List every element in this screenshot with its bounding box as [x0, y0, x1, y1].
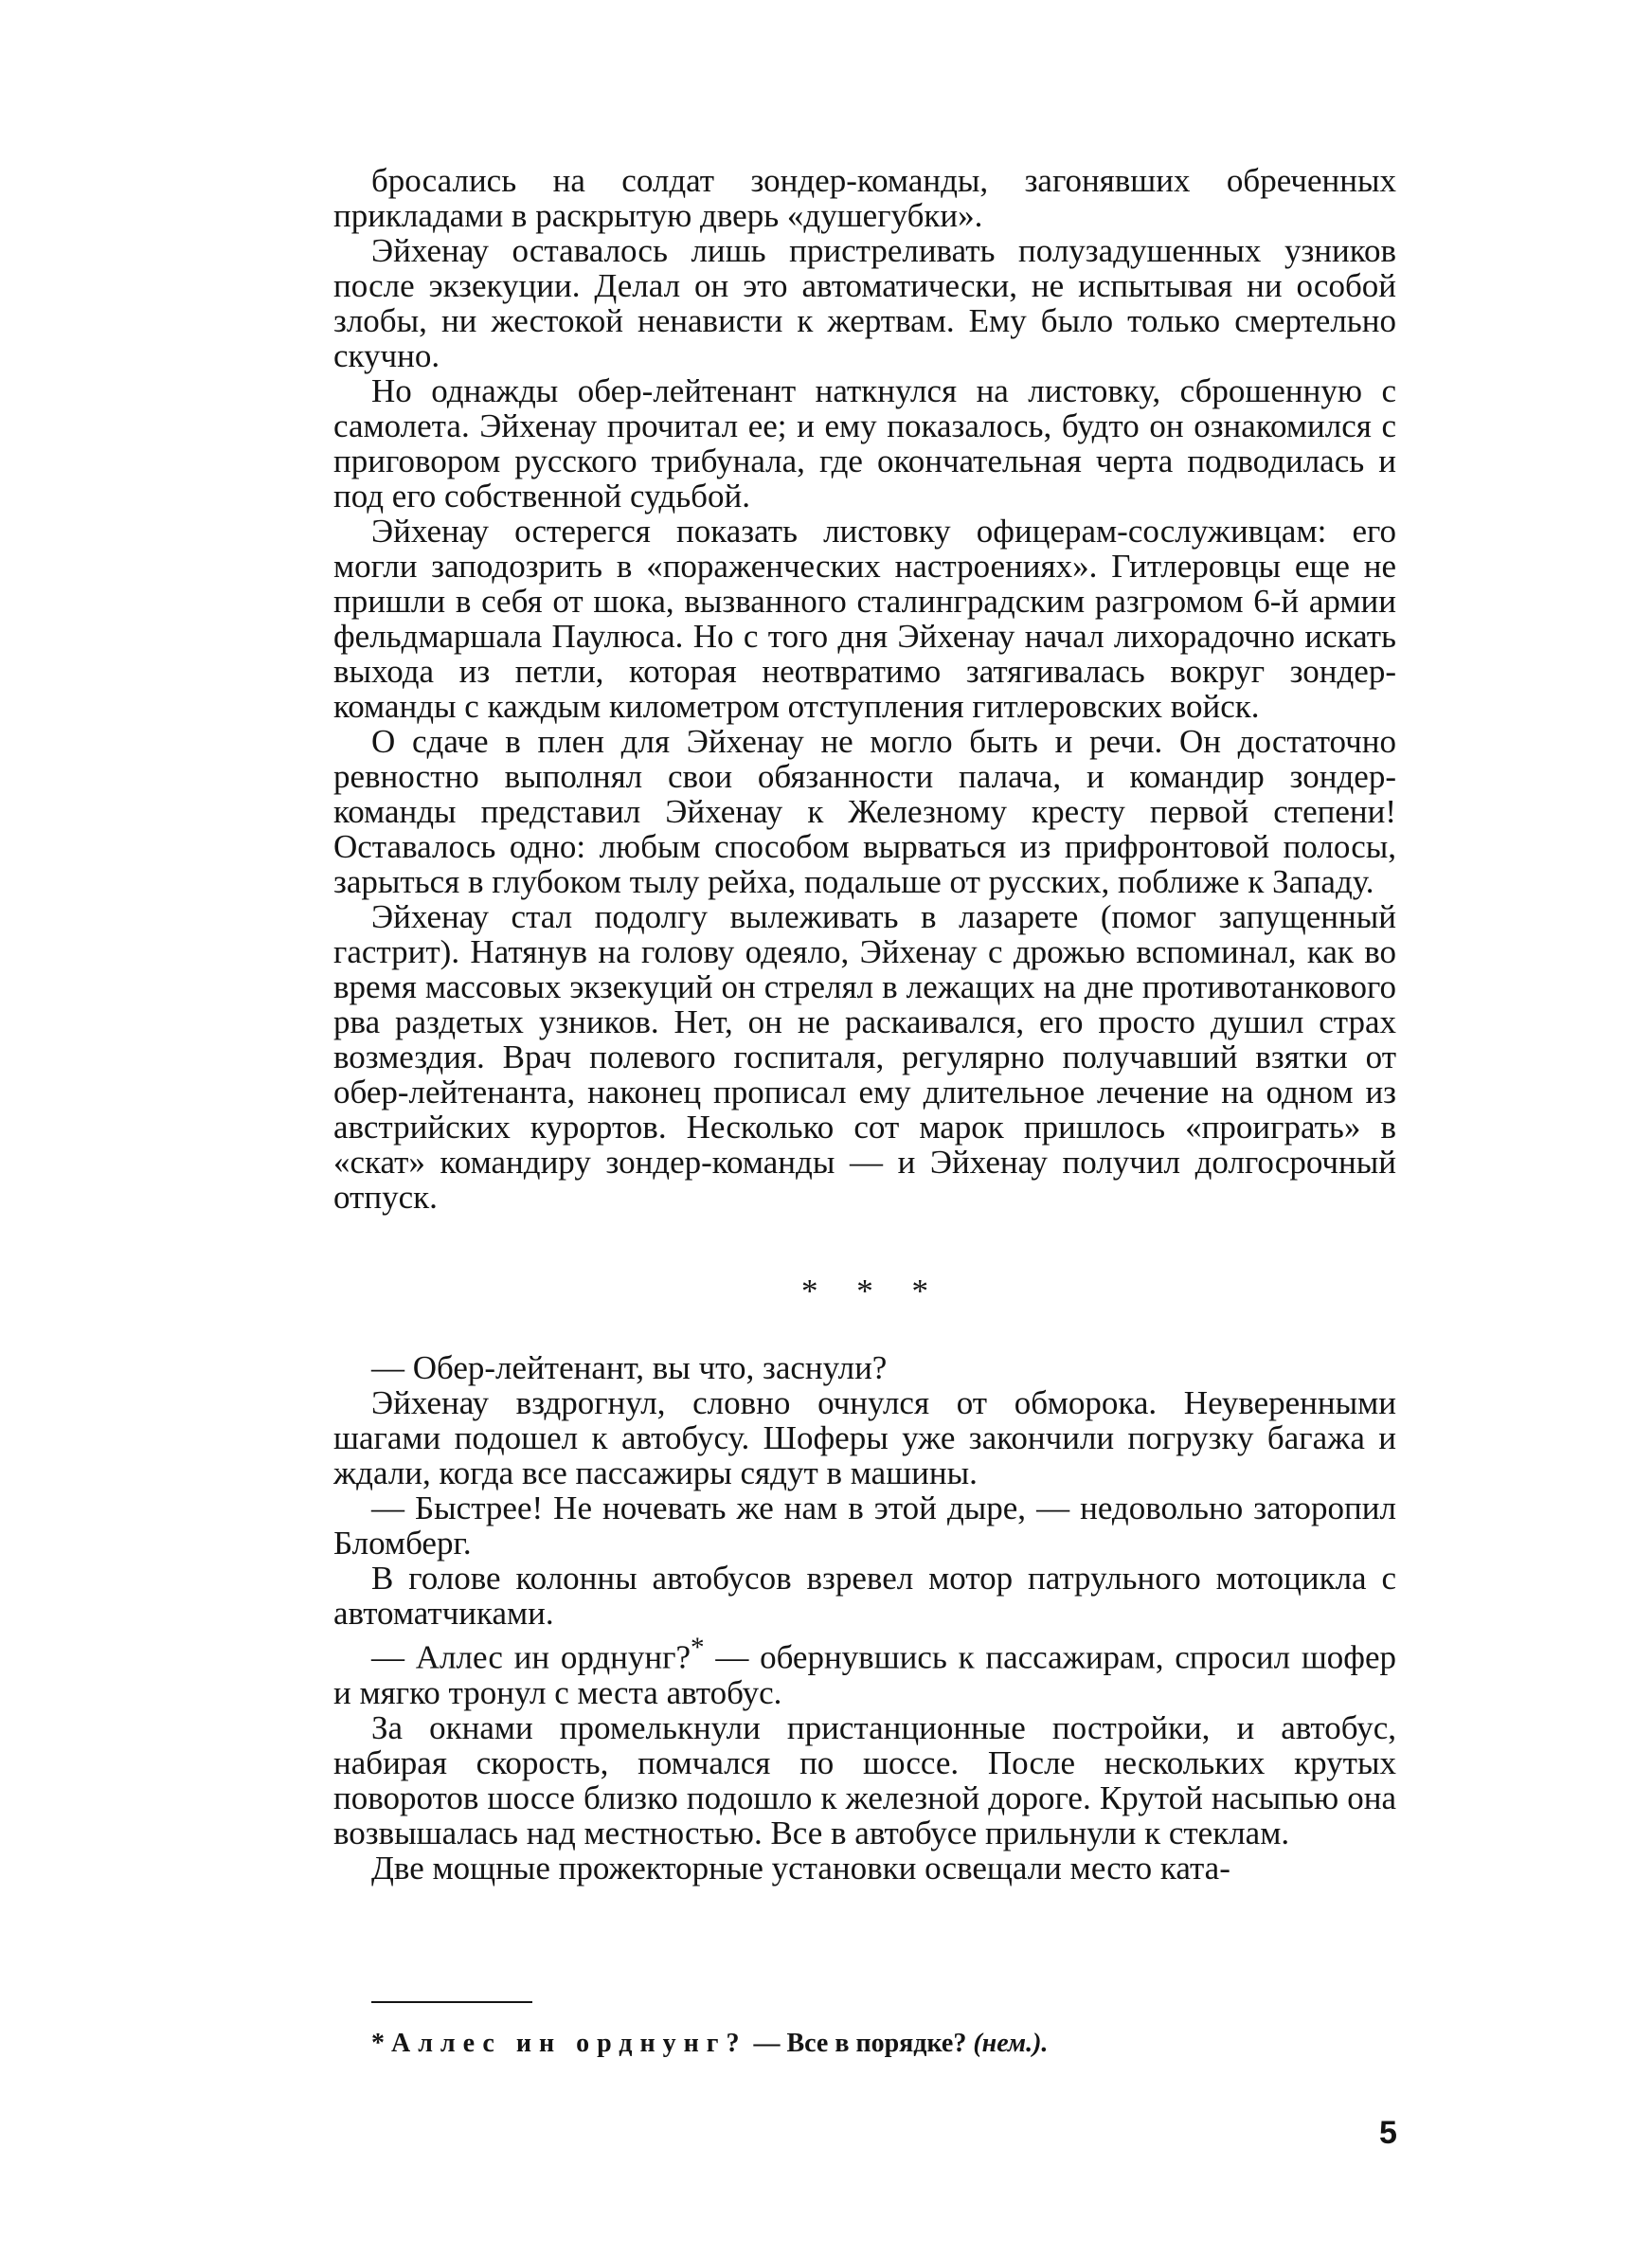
dialogue-text: — Аллес ин орднунг?	[371, 1638, 691, 1676]
paragraph-1: бросались на солдат зондер-команды, загонявших обреченных прикладами в раскрытую дверь «душегубки».	[333, 162, 1396, 234]
paragraph-5: О сдаче в плен для Эйхенау не могло быть и речи. Он достаточно ревностно выполнял свои обязанности палача, и командир зондер-команды представил Эйхенау к Железному кресту первой степени! Оставалось одно: любым способом вырваться из прифронтовой полосы, зарыться в глубоком тылу рейха, подальше от русских, поближе к Западу.	[333, 723, 1396, 900]
footnote-translation: — Все в порядке?	[753, 2029, 967, 2058]
footnote-reference[interactable]: *	[691, 1633, 705, 1663]
page-number: 5	[1379, 2115, 1397, 2151]
footnote	[371, 2028, 1048, 2060]
section-break: * * *	[801, 1273, 943, 1309]
page-body	[333, 163, 1396, 1886]
paragraph-12: За окнами промелькнули пристанционные постройки, и автобус, набирая скорость, помчался по шоссе. После нескольких крутых поворотов шоссе близко подошло к железной дороге. Крутой насыпью она возвышалась над местностью. Все в автобусе прильнули к стеклам.	[333, 1708, 1396, 1851]
paragraph-11	[333, 1631, 1396, 1710]
footnote-divider	[371, 2001, 532, 2003]
footnote-marker: *	[371, 2029, 385, 2058]
paragraph-9: — Быстрее! Не ночевать же нам в этой дыре, — недовольно заторопил Бломберг.	[333, 1490, 1396, 1562]
paragraph-2: Эйхенау оставалось лишь пристреливать полузадушенных узников после экзекуции. Делал он это автоматически, не испытывая ни особой злобы, ни жестокой ненависти к жертвам. Ему было только смертельно скучно.	[333, 232, 1396, 374]
paragraph-4: Эйхенау остерегся показать листовку офицерам-сослуживцам: его могли заподозрить в «пораженческих настроениях». Гитлеровцы еще не пришли в себя от шока, вызванного сталинградским разгромом 6-й армии фельдмаршала Паулюса. Но с того дня Эйхенау начал лихорадочно искать выхода из петли, которая неотвратимо затягивалась вокруг зондер-команды с каждым километром отступления гитлеровских войск.	[333, 513, 1396, 725]
paragraph-8: Эйхенау вздрогнул, словно очнулся от обморока. Неуверенными шагами подошел к автобусу. Шоферы уже закончили погрузку багажа и ждали, когда все пассажиры сядут в машины.	[333, 1384, 1396, 1491]
footnote-term: Аллес ин орднунг?	[391, 2029, 747, 2058]
footnote-language-note: (нем.).	[973, 2029, 1049, 2058]
dialogue-continuation: — обернувшись к пассажирам, спросил шофер и мягко тронул с места автобус.	[333, 1638, 1396, 1711]
paragraph-6: Эйхенау стал подолгу вылеживать в лазарете (помог запущенный гастрит). Натянув на голову одеяло, Эйхенау с дрожью вспоминал, как во время массовых экзекуций он стрелял в лежащих на дне противотанкового рва раздетых узников. Нет, он не раскаивался, его просто душил страх возмездия. Врач полевого госпиталя, регулярно получавший взятки от обер-лейтенанта, наконец прописал ему длительное лечение на одном из австрийских курортов. Несколько сот марок пришлось «проиграть» в «скат» командиру зондер-команды — и Эйхенау получил долгосрочный отпуск.	[333, 898, 1396, 1216]
paragraph-7: — Обер-лейтенант, вы что, заснули?	[371, 1349, 888, 1386]
paragraph-3: Но однажды обер-лейтенант наткнулся на листовку, сброшенную с самолета. Эйхенау прочитал ее; и ему показалось, будто он ознакомился с приговором русского трибунала, где окончательная черта подводилась и под его собственной судьбой.	[333, 372, 1396, 515]
paragraph-13: Две мощные прожекторные установки освещали место ката-	[371, 1849, 1230, 1887]
paragraph-10: В голове колонны автобусов взревел мотор патрульного мотоцикла с автоматчиками.	[333, 1560, 1396, 1632]
